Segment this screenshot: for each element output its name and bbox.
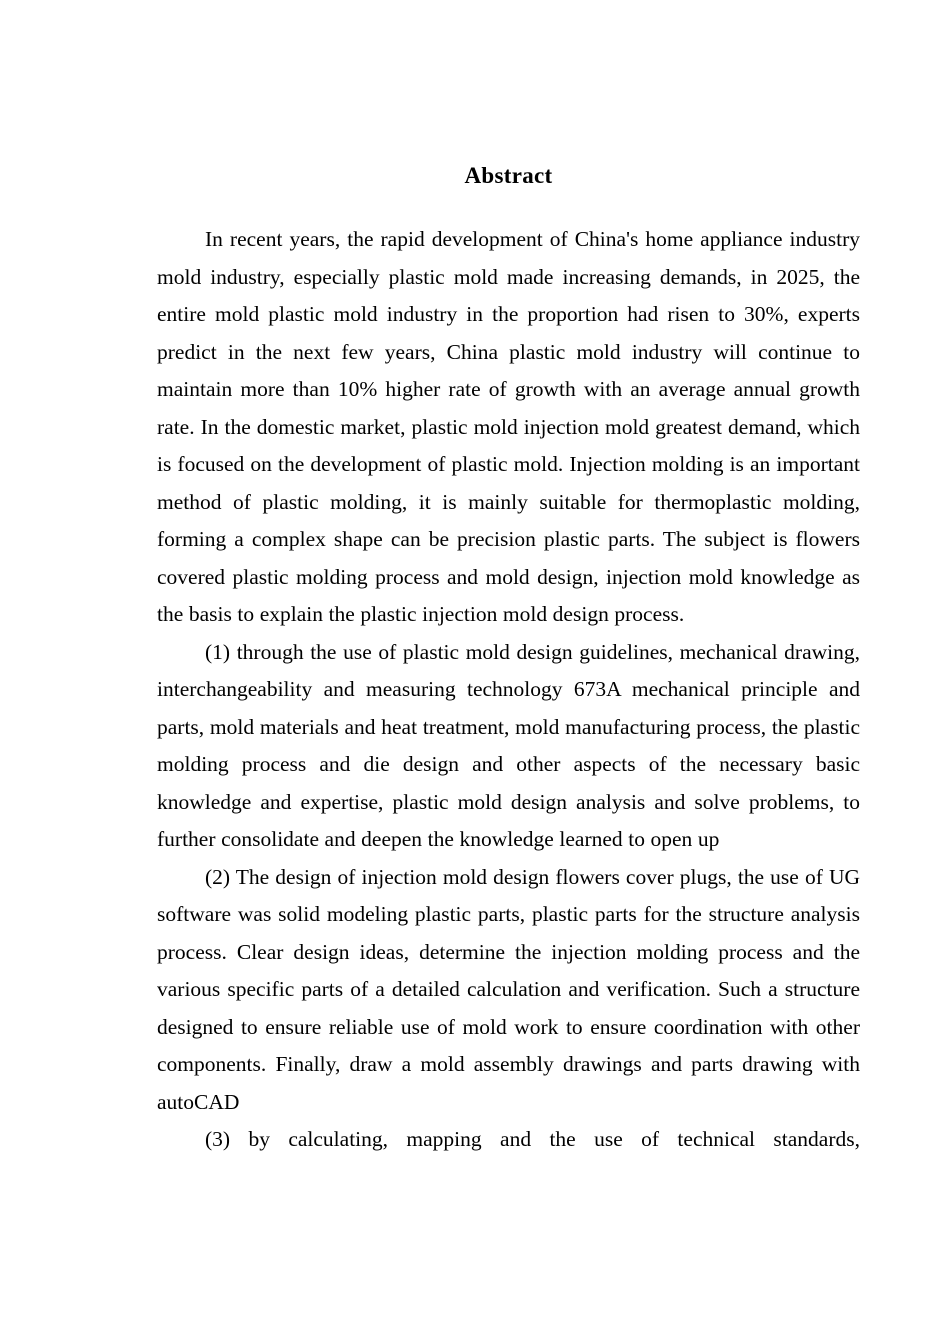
abstract-body — [157, 221, 860, 1196]
paragraph-item-2: (2) The design of injection mold design flowers cover plugs, the use of UG software was solid modeling plastic parts, plastic parts for the structure analysis process. Clear design ideas, determine the injection molding process and the various specific parts of a detailed calculation and verification. Such a structure designed to ensure reliable use of mold work to ensure coordination with other components. Finally, draw a mold assembly drawings and parts drawing with autoCAD — [157, 864, 860, 1114]
paragraph-intro: In recent years, the rapid development of China's home appliance industry mold industry, especially plastic mold made increasing demands, in 2025, the entire mold plastic mold industry in the proportion had risen to 30%, experts predict in the next few years, China plastic mold industry will continue to maintain more than 10% higher rate of growth with an average annual growth rate. In the domestic market, plastic mold injection mold greatest demand, which is focused on the development of plastic mold. Injection molding is an important method of plastic molding, it is mainly suitable for thermoplastic molding, forming a complex shape can be precision plastic parts. The subject is flowers covered plastic molding process and mold design, injection mold knowledge as the basis to explain the plastic injection mold design process. — [157, 227, 860, 626]
page-content — [157, 0, 860, 1196]
paragraph-item-1: (1) through the use of plastic mold design guidelines, mechanical drawing, interchangeability and measuring technology 673A mechanical principle and parts, mold materials and heat treatment, mold manufacturing process, the plastic molding process and die design and other aspects of the necessary basic knowledge and expertise, plastic mold design analysis and solve problems, to further consolidate and deepen the knowledge learned to open up — [157, 639, 860, 851]
page-title: Abstract — [464, 163, 553, 188]
paragraph-item-3: (3) by calculating, mapping and the use of technical standards, — [205, 1127, 860, 1151]
